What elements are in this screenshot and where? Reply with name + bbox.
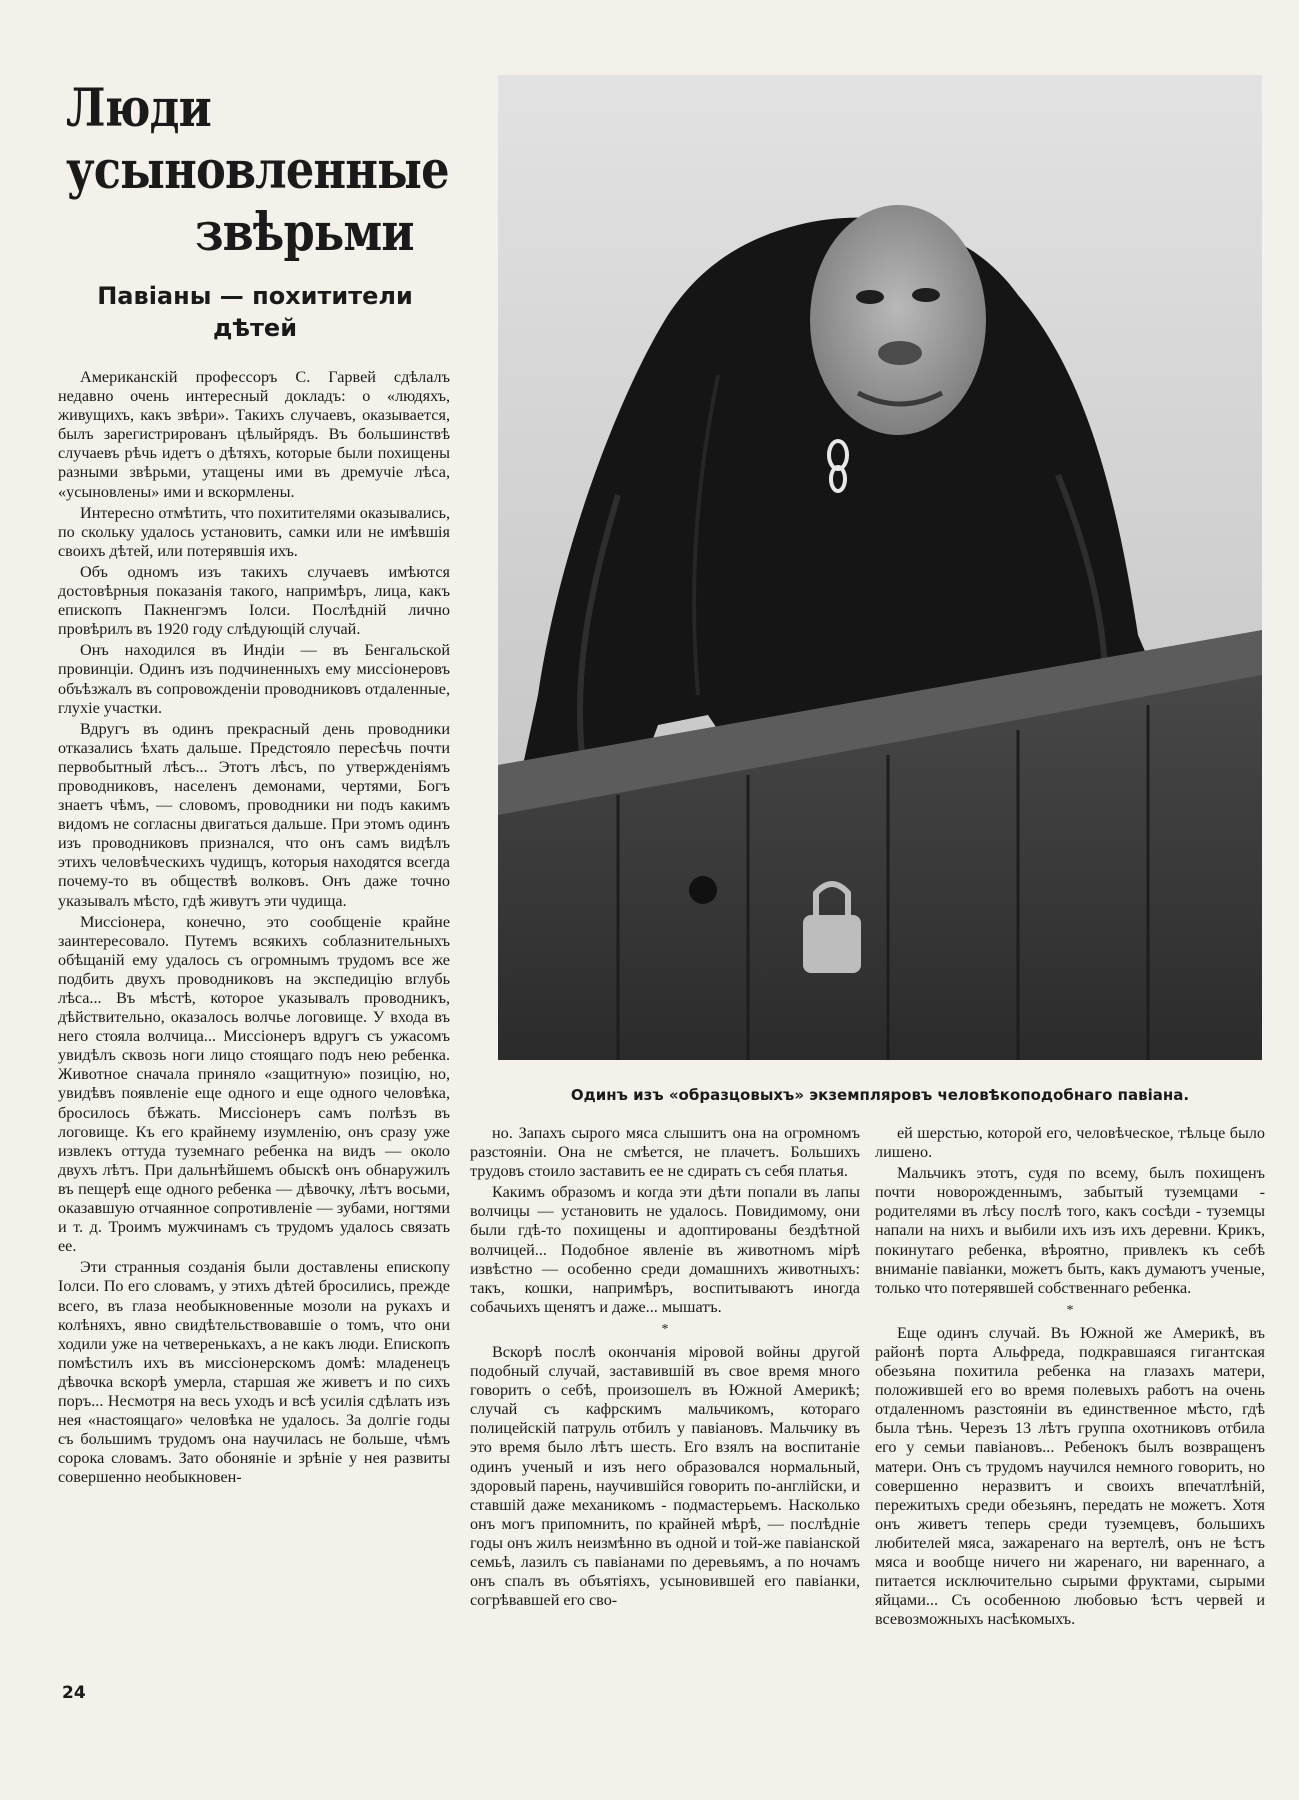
paragraph: ей шерстью, которой его, человѣческое, тѣльце было лишено. xyxy=(875,1124,1265,1162)
headline-line-2: усыновленные xyxy=(66,140,449,201)
text-column-2 xyxy=(470,1124,860,1673)
paragraph: Еще одинъ случай. Въ Южной же Америкѣ, въ районѣ порта Альфреда, подкравшаяся гигантская обезьяна похитила ребенка на глазахъ матери, положившей его во время полевыхъ работъ на очень отдаленномъ разстояніи въ единственное мѣсто, гдѣ была тѣнь. Черезъ 13 лѣтъ группа охотниковъ отбила его у семьи павіановъ... Ребенокъ былъ возвращенъ матери. Онъ съ трудомъ научился немного говорить, но совершенно неразвитъ и своихъ впечатлѣній, пережитыхъ среди обезьянъ, передать не можетъ. Хотя онъ живетъ теперь среди туземцевъ, большихъ любителей мяса, зажаренаго на вертелѣ, онъ не ѣстъ мяса и вообще ничего ни жаренаго, ни вареннаго, а питается исключительно сырыми фруктами, сырыми яйцами... Съ особенною любовью ѣстъ червей и всевозможныхъ насѣкомыхъ. xyxy=(875,1323,1265,1629)
section-divider: * xyxy=(1066,1302,1074,1318)
paragraph: Онъ находился въ Индіи — въ Бенгальской провинціи. Одинъ изъ подчиненныхъ ему миссіонеровъ объѣзжалъ въ сопровожденіи проводниковъ отдаленные, глухіе участки. xyxy=(58,641,450,717)
ape-photo-icon xyxy=(498,75,1262,1060)
paragraph: Мальчикъ этотъ, судя по всему, былъ похищенъ почти новорожденнымъ, забытый туземцами - родителями въ лѣсу послѣ того, какъ сосѣди - туземцы напали на нихъ и выбили ихъ изъ ихъ деревни. Крикъ, покинутаго ребенка, вѣроятно, привлекъ къ себѣ вниманіе павіанки, можетъ быть, какъ думаютъ ученые, только что потерявшей собственнаго ребенка. xyxy=(875,1164,1265,1297)
paragraph: но. Запахъ сырого мяса слышитъ она на огромномъ разстояніи. Она не смѣется, не плачетъ. Большихъ трудовъ стоило заставить ее не сдирать съ себя платья. xyxy=(470,1124,860,1181)
paragraph: Американскій профессоръ С. Гарвей сдѣлалъ недавно очень интересный докладъ: о «людяхъ, живущихъ, какъ звѣри». Такихъ случаевъ, оказывается, былъ зарегистрированъ цѣлыйрядъ. Въ большинствѣ случаевъ рѣчь идетъ о дѣтяхъ, которые были похищены разными звѣрьми, утащены ими въ дремучіе лѣса, «усыновлены» ими и вскормлены. xyxy=(58,368,450,501)
text-column-1 xyxy=(58,368,450,1673)
article-subheading: Павіаны — похитители дѣтей xyxy=(97,282,413,342)
photo-caption: Одинъ изъ «образцовыхъ» экземпляровъ человѣкоподобнаго павіана. xyxy=(570,1086,1190,1104)
paragraph: Миссіонера, конечно, это сообщеніе крайне заинтересовало. Путемъ всякихъ соблазнительныхъ обѣщаній ему удалось съ огромнымъ трудомъ все же подбить двухъ проводниковъ на экспедицію вглубь лѣса... Въ мѣстѣ, которое указывалъ проводникъ, дѣйствительно, оказалось волчье логовище. У входа въ него стояла волчица... Миссіонеръ вдругъ съ ужасомъ увидѣлъ сквозь ноги лицо стоящаго подъ нею ребенка. Животное сначала приняло «защитную» позицію, но, увидѣвъ появленіе еще одного и еще одного человѣка, бросилось бѣжать. Миссіонеръ самъ полѣзъ въ логовище. Къ его крайнему изумленію, онъ сразу уже извлекъ оттуда туземнаго ребенка на видъ — около двухъ лѣтъ. При дальнѣйшемъ обыскѣ онъ обнаружилъ въ пещерѣ еще одного ребенка — дѣвочку, лѣтъ восьми, оказавшую отчаянное сопротивленіе — зубами, ногтями и т. д. Троимъ мужчинамъ съ трудомъ удалось связать ее. xyxy=(58,912,450,1256)
article-headline xyxy=(66,78,449,264)
headline-line-3: звѣрьми xyxy=(195,202,414,263)
paragraph: Объ одномъ изъ такихъ случаевъ имѣются достовѣрныя показанія такого, напримѣръ, лица, какъ епископъ Пакненгэмъ Іолси. Послѣдній лично провѣрилъ въ 1920 году слѣдующій случай. xyxy=(58,562,450,639)
paragraph: Интересно отмѣтить, что похитителями оказывались, по скольку удалось установить, самки или не имѣвшія своихъ дѣтей, или потерявшія ихъ. xyxy=(58,503,450,560)
headline-line-1: Люди xyxy=(66,78,211,139)
paragraph: Эти странныя созданія были доставлены епископу Іолси. По его словамъ, у этихъ дѣтей бросились, прежде всего, въ глаза необыкновенные мозоли на рукахъ и колѣняхъ, явно свидѣтельствовавшіе о томъ, что они ходили уже на четверенькахъ, а не какъ люди. Епископъ помѣстилъ ихъ въ миссіонерскомъ домѣ: младенецъ дѣвочка вскорѣ умерла, старшая же живетъ и по сихъ поръ... Несмотря на весь уходъ и всѣ усилія сдѣлать изъ нея «настоящаго» человѣка не удалось. За долгіе годы съ большимъ трудомъ она научилась не больше, чѣмъ сорока словамъ. Зато обоняніе и зрѣніе у нея развиты совершенно необыкновен- xyxy=(58,1258,450,1487)
text-column-3 xyxy=(875,1124,1265,1673)
section-divider: * xyxy=(661,1321,669,1337)
paragraph: Вскорѣ послѣ окончанія міровой войны другой подобный случай, заставившій въ свое время много говорить о себѣ, произошелъ въ Южной Америкѣ; случай съ кафрскимъ мальчикомъ, котораго полицейскій патруль отбилъ у павіановъ. Мальчику въ это время было лѣтъ шесть. Его взялъ на воспитаніе одинъ ученый и изъ него образовался нормальный, здоровый парень, научившійся говорить по-англійски, и ставшій даже механикомъ - подмастерьемъ. Насколько онъ могъ припомнить, по крайней мѣрѣ, — послѣдніе годы онъ жилъ неизмѣнно въ одной и той-же павіанской семьѣ, лазилъ съ павіанами по деревьямъ, а по ночамъ онъ спалъ въ объятіяхъ, усыновившей его павіанки, согрѣвавшей его сво- xyxy=(470,1342,860,1610)
paragraph: Вдругъ въ одинъ прекрасный день проводники отказались ѣхать дальше. Предстояло пересѣчь почти первобытный лѣсъ... Этотъ лѣсъ, по утвержденіямъ проводниковъ, населенъ демонами, чертями, Богъ знаетъ чѣмъ, — словомъ, проводники ни подъ какимъ видомъ не согласны двигаться дальше. При этомъ одинъ изъ проводниковъ признался, что онъ самъ видѣлъ этихъ человѣческихъ чудищъ, которыя находятся всегда почему-то въ обществѣ волковъ. Онъ даже точно указывалъ мѣсто, гдѣ живутъ эти чудища. xyxy=(58,719,450,910)
page-number: 24 xyxy=(62,1683,86,1703)
paragraph: Какимъ образомъ и когда эти дѣти попали въ лапы волчицы — установить не удалось. Повидимому, они были гдѣ-то похищены и адоптированы бездѣтной волчицей... Подобное явленіе въ животномъ мірѣ извѣстно — особенно среди домашнихъ животныхъ: такъ, кошки, напримѣръ, воспитываютъ иногда собачьихъ щенятъ и даже... мышатъ. xyxy=(470,1183,860,1316)
